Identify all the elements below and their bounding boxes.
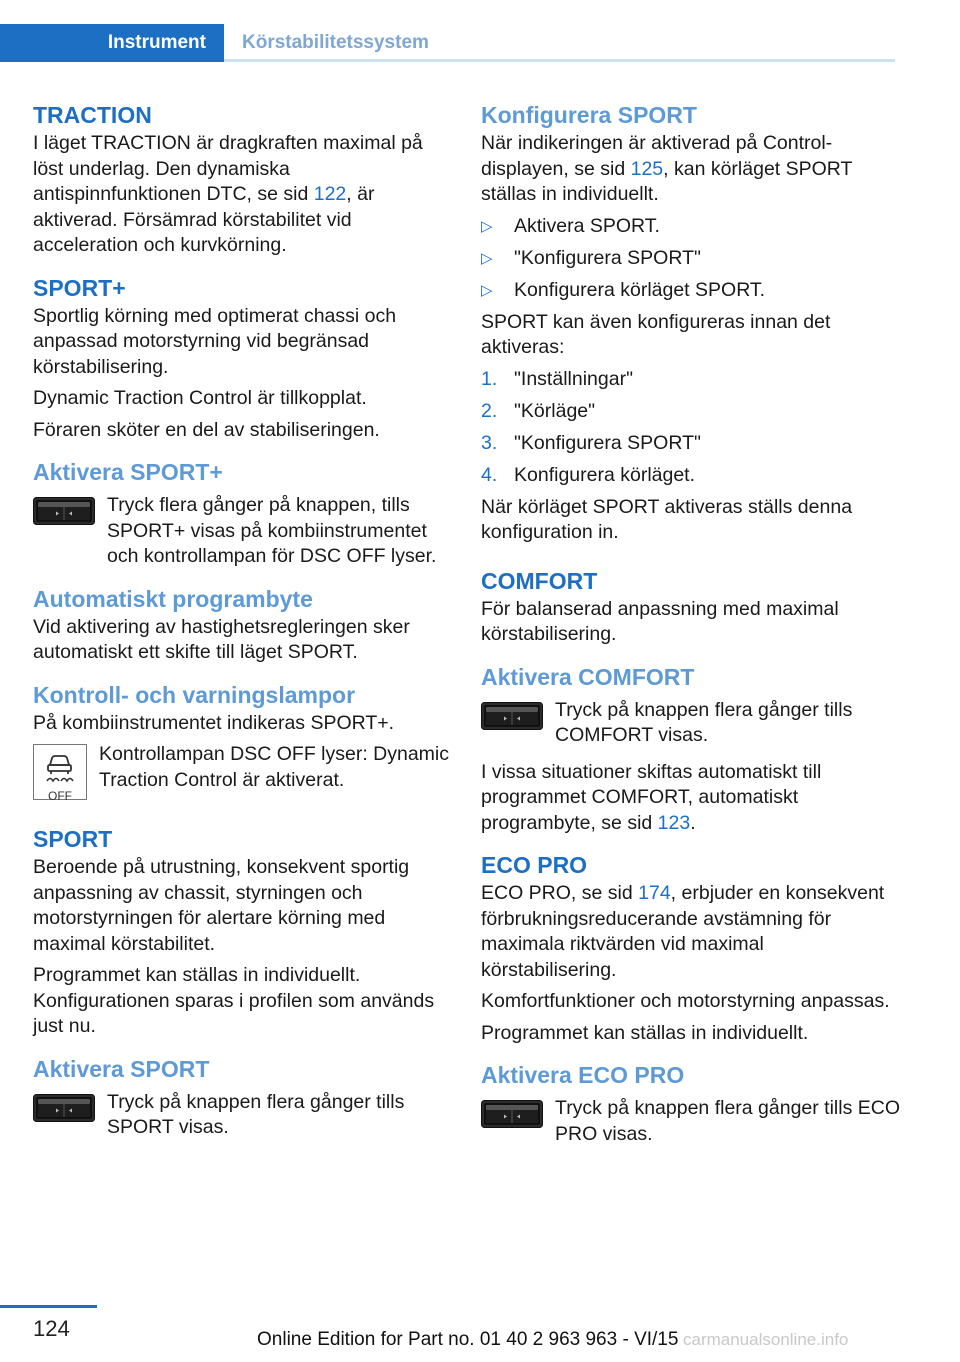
sport-paragraph-1: Beroende på utrustning, konsekvent sportig anpassning av chassit, styrningen och motorstyrningen för alertare körning med maximal körstabilitet. bbox=[33, 856, 410, 955]
heading-sport: SPORT bbox=[33, 826, 113, 852]
list-item: 1. "Inställningar" bbox=[481, 368, 633, 390]
traction-paragraph: I läget TRACTION är dragkraften maximal på löst underlag. Den dynamiska antispinnfunktionen DTC, se sid 122, är aktiverad. Försämrad körstabilitet vid acceleration och kurvkörning. bbox=[33, 132, 423, 256]
page-link-122[interactable]: 122 bbox=[313, 183, 347, 205]
header-tabs bbox=[0, 24, 895, 62]
heading-activate-comfort: Aktivera COMFORT bbox=[481, 663, 695, 690]
heading-traction: TRACTION bbox=[33, 102, 152, 128]
configure-paragraph-3: När körläget SPORT aktiveras ställs denna konfiguration in. bbox=[481, 495, 853, 543]
right-column bbox=[481, 100, 901, 1148]
configure-numbered-list bbox=[481, 367, 901, 489]
eco-paragraph-1: ECO PRO, se sid 174, erbjuder en konsekvent förbrukningsreducerande avstämning för maximala riktvärden vid maximal körstabilisering. bbox=[481, 882, 885, 981]
list-item: ▷ "Konfigurera SPORT" bbox=[481, 246, 901, 272]
comfort-paragraph-2: I vissa situationer skiftas automatiskt till programmet COMFORT, automatiskt programbyte, se sid 123. bbox=[481, 760, 822, 834]
activate-sport-text: Tryck på knappen flera gånger tills SPORT visas. bbox=[107, 1090, 405, 1138]
configure-paragraph-2: SPORT kan även konfigureras innan det aktiveras: bbox=[481, 310, 831, 358]
heading-auto-program: Automatiskt programbyte bbox=[33, 585, 313, 612]
list-item: 3. "Konfigurera SPORT" bbox=[481, 432, 701, 454]
lamps-paragraph: På kombiinstrumentet indikeras SPORT+. bbox=[33, 711, 395, 734]
sportplus-paragraph-3: Föraren sköter en del av stabiliseringen. bbox=[33, 418, 380, 441]
triangle-bullet-icon: ▷ bbox=[481, 250, 493, 267]
page-link-125[interactable]: 125 bbox=[630, 157, 664, 180]
tab-korstabilitetssystem[interactable]: Körstabilitetssystem bbox=[242, 32, 429, 53]
heading-activate-sport: Aktivera SPORT bbox=[33, 1055, 210, 1082]
activate-eco-pro-block bbox=[481, 1096, 901, 1148]
auto-program-text: Vid aktivering av hastighetsregleringen sker automatiskt ett skifte till läget SPORT. bbox=[33, 615, 410, 663]
activate-sportplus-text: Tryck flera gånger på knappen, tills SPORT+ visas på kombiinstrumentet och kontrollampan för DSC OFF lyser. bbox=[107, 494, 437, 567]
page-number: 124 bbox=[33, 1316, 70, 1341]
heading-sportplus: SPORT+ bbox=[33, 274, 126, 301]
activate-comfort-text: Tryck på knappen flera gånger tills COMFORT visas. bbox=[555, 698, 853, 746]
drive-mode-switch-icon bbox=[33, 497, 95, 525]
activate-comfort-block bbox=[481, 698, 901, 750]
heading-indicator-lamps: Kontroll- och varningslampor bbox=[33, 681, 356, 708]
drive-mode-switch-icon bbox=[481, 1100, 543, 1128]
eco-paragraph-2: Komfortfunktioner och motorstyrning anpassas. bbox=[481, 990, 890, 1012]
list-item: ▷ Aktivera SPORT. bbox=[481, 214, 901, 240]
heading-activate-sportplus: Aktivera SPORT+ bbox=[33, 459, 223, 485]
page-link-123[interactable]: 123 bbox=[657, 811, 691, 834]
configure-paragraph: När indikeringen är aktiverad på Control-displayen, se sid 125, kan körläget SPORT ställas in individuellt. bbox=[481, 132, 853, 205]
dsc-off-indicator-icon bbox=[33, 744, 87, 803]
tab-instrument[interactable]: Instrument bbox=[0, 24, 224, 62]
dsc-off-label: OFF bbox=[48, 788, 72, 803]
sport-paragraph-2: Programmet kan ställas in individuellt. Konfigurationen sparas i profilen som används just nu. bbox=[33, 964, 435, 1037]
comfort-paragraph: För balanserad anpassning med maximal körstabilisering. bbox=[481, 597, 839, 645]
list-item: 2. "Körläge" bbox=[481, 400, 596, 422]
drive-mode-switch-icon bbox=[481, 702, 543, 730]
activate-eco-pro-text: Tryck på knappen flera gånger tills ECO PRO visas. bbox=[555, 1097, 901, 1145]
sportplus-paragraph-2: Dynamic Traction Control är tillkopplat. bbox=[33, 387, 367, 409]
dsc-off-text: Kontrollampan DSC OFF lyser: Dynamic Traction Control är aktiverat. bbox=[99, 743, 450, 791]
tab-underline bbox=[224, 59, 895, 62]
heading-comfort: COMFORT bbox=[481, 567, 598, 594]
list-item: 4. Konfigurera körläget. bbox=[481, 464, 696, 486]
edition-text: Online Edition for Part no. 01 40 2 963 963 - VI/15 bbox=[257, 1329, 679, 1350]
activate-sport-block bbox=[33, 1090, 453, 1142]
list-item: ▷ Konfigurera körläget SPORT. bbox=[481, 278, 901, 304]
footer-rule bbox=[0, 1305, 97, 1308]
watermark: carmanualsonline.info bbox=[683, 1330, 849, 1349]
eco-paragraph-3: Programmet kan ställas in individuellt. bbox=[481, 1021, 809, 1044]
drive-mode-switch-icon bbox=[33, 1094, 95, 1122]
configure-steps-list bbox=[481, 214, 901, 304]
heading-eco-pro: ECO PRO bbox=[481, 852, 588, 878]
heading-activate-eco-pro: Aktivera ECO PRO bbox=[481, 1062, 685, 1088]
triangle-bullet-icon: ▷ bbox=[481, 282, 493, 299]
page-link-174[interactable]: 174 bbox=[638, 882, 671, 904]
dsc-off-block bbox=[33, 742, 453, 802]
heading-configure-sport: Konfigurera SPORT bbox=[481, 102, 697, 128]
triangle-bullet-icon: ▷ bbox=[481, 218, 493, 235]
activate-sportplus-block bbox=[33, 493, 453, 570]
sportplus-paragraph-1: Sportlig körning med optimerat chassi och anpassad motorstyrning vid begränsad körstabilisering. bbox=[33, 304, 397, 378]
left-column bbox=[33, 100, 453, 1142]
